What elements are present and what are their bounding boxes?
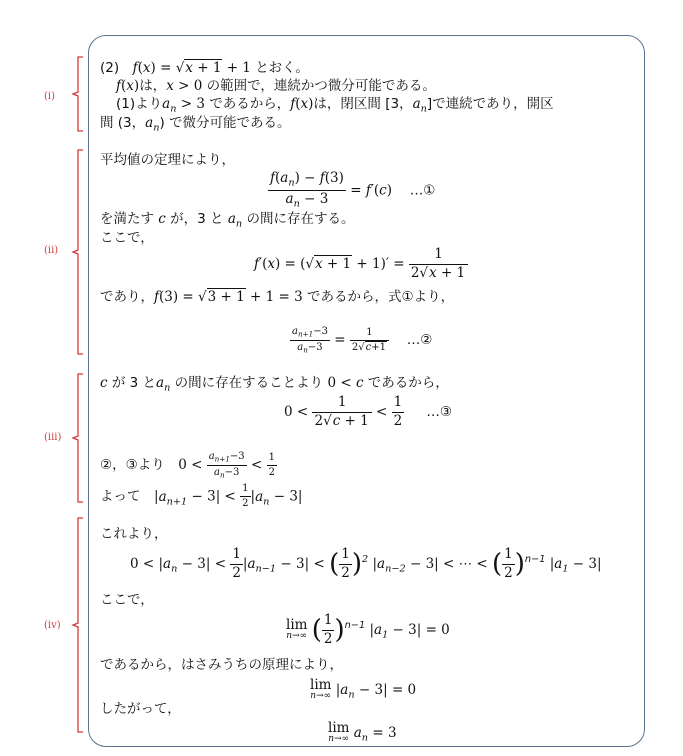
s2-line1: 平均値の定理により， [100, 152, 235, 168]
mvt-equation: $\frac{f(a_n) - f(3)}{a_n - 3}$ = f′(c) …① [270, 170, 436, 210]
s2-line2: を満たす c が，3 と $a_n$ の間に存在する。 [100, 211, 355, 230]
limit-result: lim n→∞ $a_n = 3$ [328, 720, 397, 745]
s4-line1: これより， [100, 526, 168, 542]
bracket-ii [70, 149, 84, 355]
label-ii: (ii) [44, 245, 59, 256]
limit-difference: lim n→∞ $|a_n - 3| = 0$ [310, 677, 417, 702]
s1-line1: (2) f(x) = √x + 1 + 1 とおく。 [100, 60, 309, 76]
s3-line2: ②，③より 0 < $\frac{a_{n+1}-3}{a_n-3}$ < $\frac{1}{2}$ [100, 451, 275, 480]
ratio-equation: $\frac{a_{n+1}-3}{a_n-3}$ = $\frac{1}{2√c+1}$ …② [292, 326, 433, 355]
s1-line2: f(x)は，x > 0 の範囲で，連続かつ微分可能である。 [116, 78, 436, 94]
s2-line3: ここで， [100, 230, 154, 246]
s4-line4: したがって， [100, 701, 181, 717]
bracket-iii [70, 373, 84, 503]
label-iv: (iv) [44, 620, 61, 631]
chain-inequality: $0 < |a_n - 3|$ < $\frac{1}{2}$ $|a_{n-1} - 3|$ < ( $\frac{1}{2}$ )$^2$ $|a_{n-2} - 3|$ < ⋯ < ( $\frac{1}{2}$ )$^{n-1}$ $|a_1 - 3|$ [130, 546, 602, 581]
limit-geometric: lim n→∞ ( $\frac{1}{2}$ )$^{n-1}$ $|a_1 - 3| = 0$ [286, 612, 450, 647]
s1-line4: 間 (3，$a_n$) で微分可能である。 [100, 115, 291, 134]
label-i: (i) [44, 91, 56, 102]
s1-line3: (1)より$a_n > 3$ であるから，f(x)は，閉区間 [3，$a_n$]で連続であり，開区 [116, 96, 554, 115]
derivative-equation: f′(x) = (√x + 1 + 1)′ = $\frac{1}{2√x + 1}$ [254, 248, 468, 280]
bracket-i [70, 56, 84, 132]
s4-line2: ここで， [100, 592, 154, 608]
label-iii: (iii) [44, 432, 62, 443]
s2-line4: であり，f(3) = √3 + 1 + 1 = 3 であるから，式①より， [100, 289, 455, 305]
s3-line1: c が 3 と$a_n$ の間に存在することより 0 < c であるから， [100, 375, 449, 394]
bracket-iv [70, 517, 84, 733]
bound-equation: 0 < $\frac{1}{2√c + 1}$ < $\frac{1}{2}$ …③ [284, 394, 452, 429]
s3-line3: よって $|a_{n+1} - 3|$ < $\frac{1}{2}$ $|a_n - 3|$ [100, 483, 303, 509]
s4-line3: であるから，はさみうちの原理により， [100, 657, 343, 673]
